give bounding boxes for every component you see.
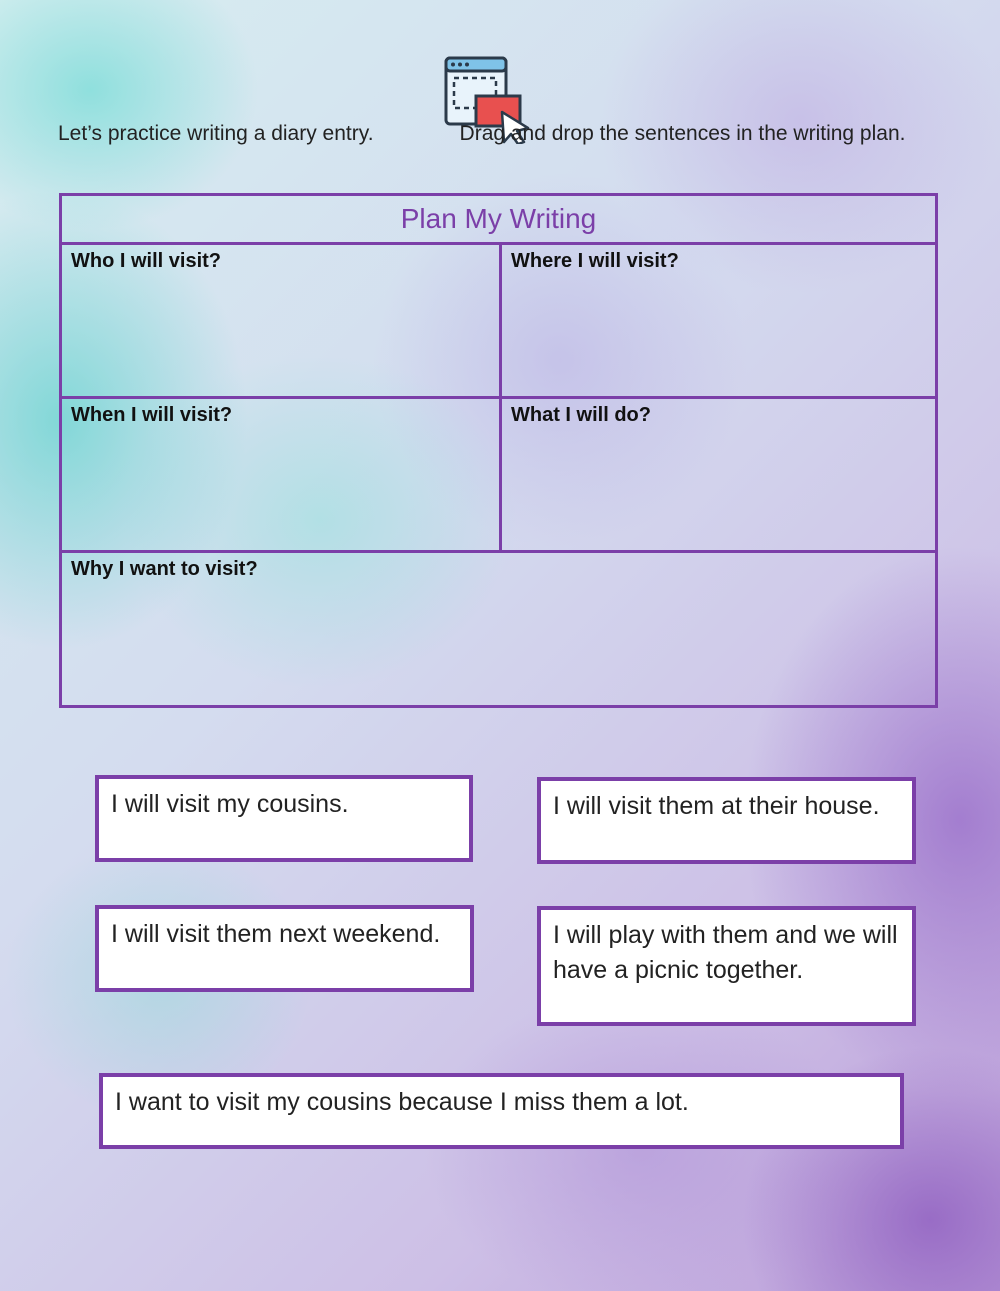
sentence-card-text: I will visit them at their house. [553,792,880,820]
drop-zone-when-label: When I will visit? [71,404,233,426]
instructions [58,118,958,149]
sentence-card-text: I will play with them and we will have a picnic together. [553,921,898,984]
instructions-part1: Let’s practice writing a diary entry. [58,122,374,145]
sentence-card-text: I want to visit my cousins because I miss them a lot. [115,1088,689,1116]
drop-zone-why-label: Why I want to visit? [71,558,258,580]
drop-zone-where-label: Where I will visit? [511,250,679,272]
writing-plan-table [59,193,938,708]
drop-zone-who-label: Who I will visit? [71,250,221,272]
sentence-card-play[interactable] [537,906,916,1026]
drop-zone-what[interactable] [502,399,935,550]
sentence-card-miss[interactable] [99,1073,904,1149]
drop-zone-where[interactable] [502,245,935,396]
drop-zone-when[interactable] [62,399,499,550]
column-divider [499,245,502,550]
sentence-card-house[interactable] [537,777,916,864]
sentence-card-text: I will visit them next weekend. [111,920,441,948]
sentence-card-cousins[interactable] [95,775,473,862]
plan-title: Plan My Writing [62,196,935,245]
drop-zone-what-label: What I will do? [511,404,651,426]
sentence-card-weekend[interactable] [95,905,474,992]
sentence-card-text: I will visit my cousins. [111,790,349,818]
drop-zone-who[interactable] [62,245,499,396]
drop-zone-why[interactable] [62,553,935,705]
instructions-part2: Drag and drop the sentences in the writing plan. [459,122,906,145]
